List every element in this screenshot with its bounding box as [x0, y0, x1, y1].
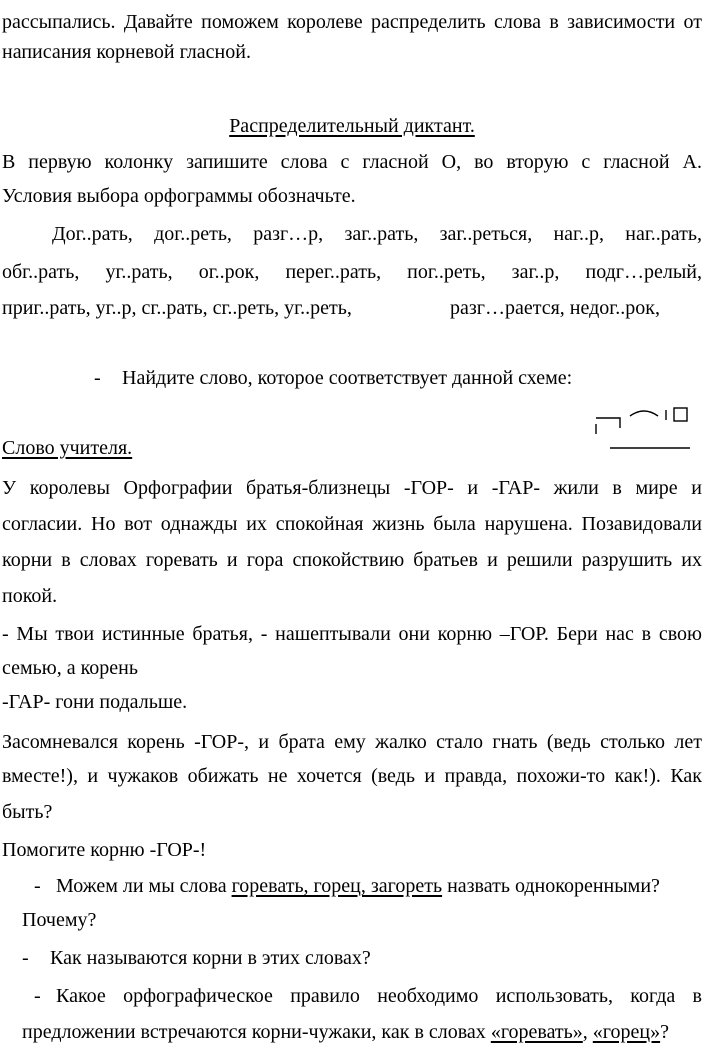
question-3-sep: ,: [582, 1021, 593, 1043]
ending-box: [674, 408, 687, 421]
teacher-p1-line-3: корни в словах горевать и гора спокойствию братьев и решили разрушить их: [2, 549, 702, 571]
question-2-dash: -: [22, 947, 29, 969]
question-3-pre: предложении встречаются корни-чужаки, как в словах: [22, 1021, 486, 1043]
teacher-p5: Помогите корню -ГОР-!: [2, 839, 207, 861]
task-text: Найдите слово, которое соответствует данной схеме:: [122, 367, 573, 389]
teacher-p1-line-4: покой.: [2, 585, 58, 607]
dictation-instruction-2: Условия выбора орфограммы обозначьте.: [2, 185, 356, 207]
intro-line-1: рассыпались. Давайте поможем королеве распределить слова в зависимости от: [2, 11, 702, 33]
teacher-p4-line-3: быть?: [2, 801, 53, 823]
teacher-p3: -ГАР- гони подальше.: [2, 691, 188, 713]
question-3-line-2: [22, 1020, 702, 1044]
dictation-words-1: Дог..рать, дог..реть, разг…р, заг..рать, заг..реться, наг..р, наг..рать,: [52, 223, 702, 245]
dictation-words-2: обг..рать, уг..рать, ог..рок, перег..рать, пог..реть, заг..р, подг…релый,: [2, 261, 702, 283]
question-3-word-2: «горец»: [592, 1021, 661, 1043]
task-dash: -: [94, 367, 101, 389]
teacher-p1-line-1: У королевы Орфографии братья-близнецы -ГОР- и -ГАР- жили в мире и: [2, 477, 702, 499]
teacher-heading-text: Слово учителя.: [2, 437, 133, 459]
question-1-pre: Можем ли мы слова: [56, 875, 227, 897]
question-1-post: назвать однокоренными?: [447, 875, 660, 897]
question-3-end: ?: [660, 1021, 669, 1043]
prefix-mark: [596, 418, 620, 428]
dictation-title: [2, 114, 702, 138]
question-2: Как называются корни в этих словах?: [50, 947, 371, 969]
question-3-word-1: «горевать»: [490, 1021, 583, 1043]
dictation-words-3b: разг…рается, недог..рок,: [450, 297, 660, 319]
teacher-p1-line-2: согласии. Но вот однажды их спокойная жизнь была нарушена. Позавидовали: [2, 513, 702, 535]
question-1: [56, 874, 702, 898]
intro-line-2: написания корневой гласной.: [2, 41, 251, 63]
teacher-p4-line-1: Засомневался корень -ГОР-, и брата ему жалко стало гнать (ведь столько лет: [2, 731, 702, 753]
question-3-line-1: Какое орфографическое правило необходимо использовать, когда в: [56, 985, 702, 1007]
teacher-p2-line-2: семью, а корень: [2, 657, 138, 679]
dictation-words-3a: приг..рать, уг..р, сг..рать, сг..реть, уг..реть,: [2, 297, 352, 319]
root-arc: [630, 411, 658, 416]
teacher-p2-line-1: - Мы твои истинные братья, - нашептывали они корню –ГОР. Бери нас в свою: [2, 623, 702, 645]
teacher-p4-line-2: вместе!), и чужаков обижать не хочется (ведь и правда, похожи-то как!). Как: [2, 765, 702, 787]
dictation-instruction-1: В первую колонку запишите слова с гласной О, во вторую с гласной А.: [2, 151, 702, 173]
dictation-title-text: Распределительный диктант.: [229, 115, 475, 137]
question-3-dash: -: [34, 985, 41, 1007]
question-1-dash: -: [34, 875, 41, 897]
question-1-line-2: Почему?: [22, 909, 97, 931]
teacher-heading: [2, 436, 702, 460]
question-1-words: горевать, горец, загореть: [231, 875, 443, 897]
